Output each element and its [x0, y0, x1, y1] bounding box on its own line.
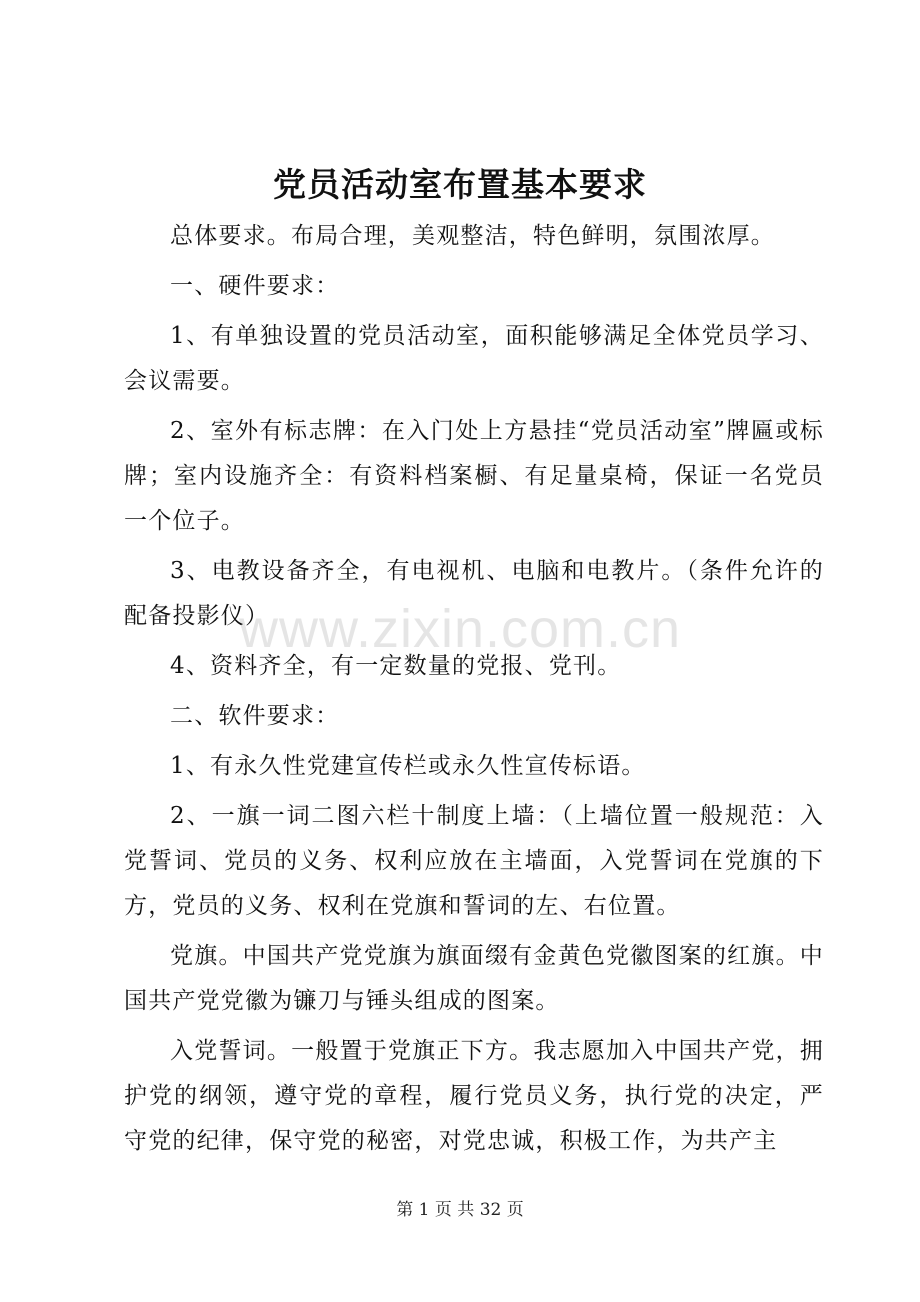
paragraph-party-flag: 党旗。中国共产党党旗为旗面缀有金黄色党徽图案的红旗。中国共产党党徽为镰刀与锤头组成的图案。: [124, 943, 824, 1014]
document-body: [124, 214, 824, 1169]
paragraph-hardware-3: 3、电教设备齐全，有电视机、电脑和电教片。（条件允许的配备投影仪）: [124, 558, 824, 629]
paragraph-hardware-1: 1、有单独设置的党员活动室，面积能够满足全体党员学习、会议需要。: [124, 323, 824, 394]
paragraph-hardware-2: 2、室外有标志牌：在入门处上方悬挂“党员活动室”牌匾或标牌；室内设施齐全：有资料档案橱、有足量桌椅，保证一名党员一个位子。: [124, 418, 824, 534]
page-number-footer: 第 1 页 共 32 页: [396, 1200, 524, 1220]
document-title: 党员活动室布置基本要求: [273, 165, 647, 204]
paragraph-hardware-4: 4、资料齐全，有一定数量的党报、党刊。: [170, 653, 622, 679]
watermark: www.zixin.com.cn: [238, 599, 682, 659]
paragraph-party-oath: 入党誓词。一般置于党旗正下方。我志愿加入中国共产党，拥护党的纲领，遵守党的章程，履行党员义务，执行党的决定，严守党的纪律，保守党的秘密，对党忠诚，积极工作，为共产主: [124, 1038, 824, 1154]
paragraph-software-1: 1、有永久性党建宣传栏或永久性宣传标语。: [170, 753, 646, 779]
paragraph-general-requirement: 总体要求。布局合理，美观整洁，特色鲜明，氛围浓厚。: [170, 223, 775, 249]
heading-hardware: 一、硬件要求：: [170, 273, 340, 299]
heading-software: 二、软件要求：: [170, 703, 340, 729]
paragraph-software-2: 2、一旗一词二图六栏十制度上墙：（上墙位置一般规范：入党誓词、党员的义务、权利应放在主墙面，入党誓词在党旗的下方，党员的义务、权利在党旗和誓词的左、右位置。: [124, 803, 824, 919]
